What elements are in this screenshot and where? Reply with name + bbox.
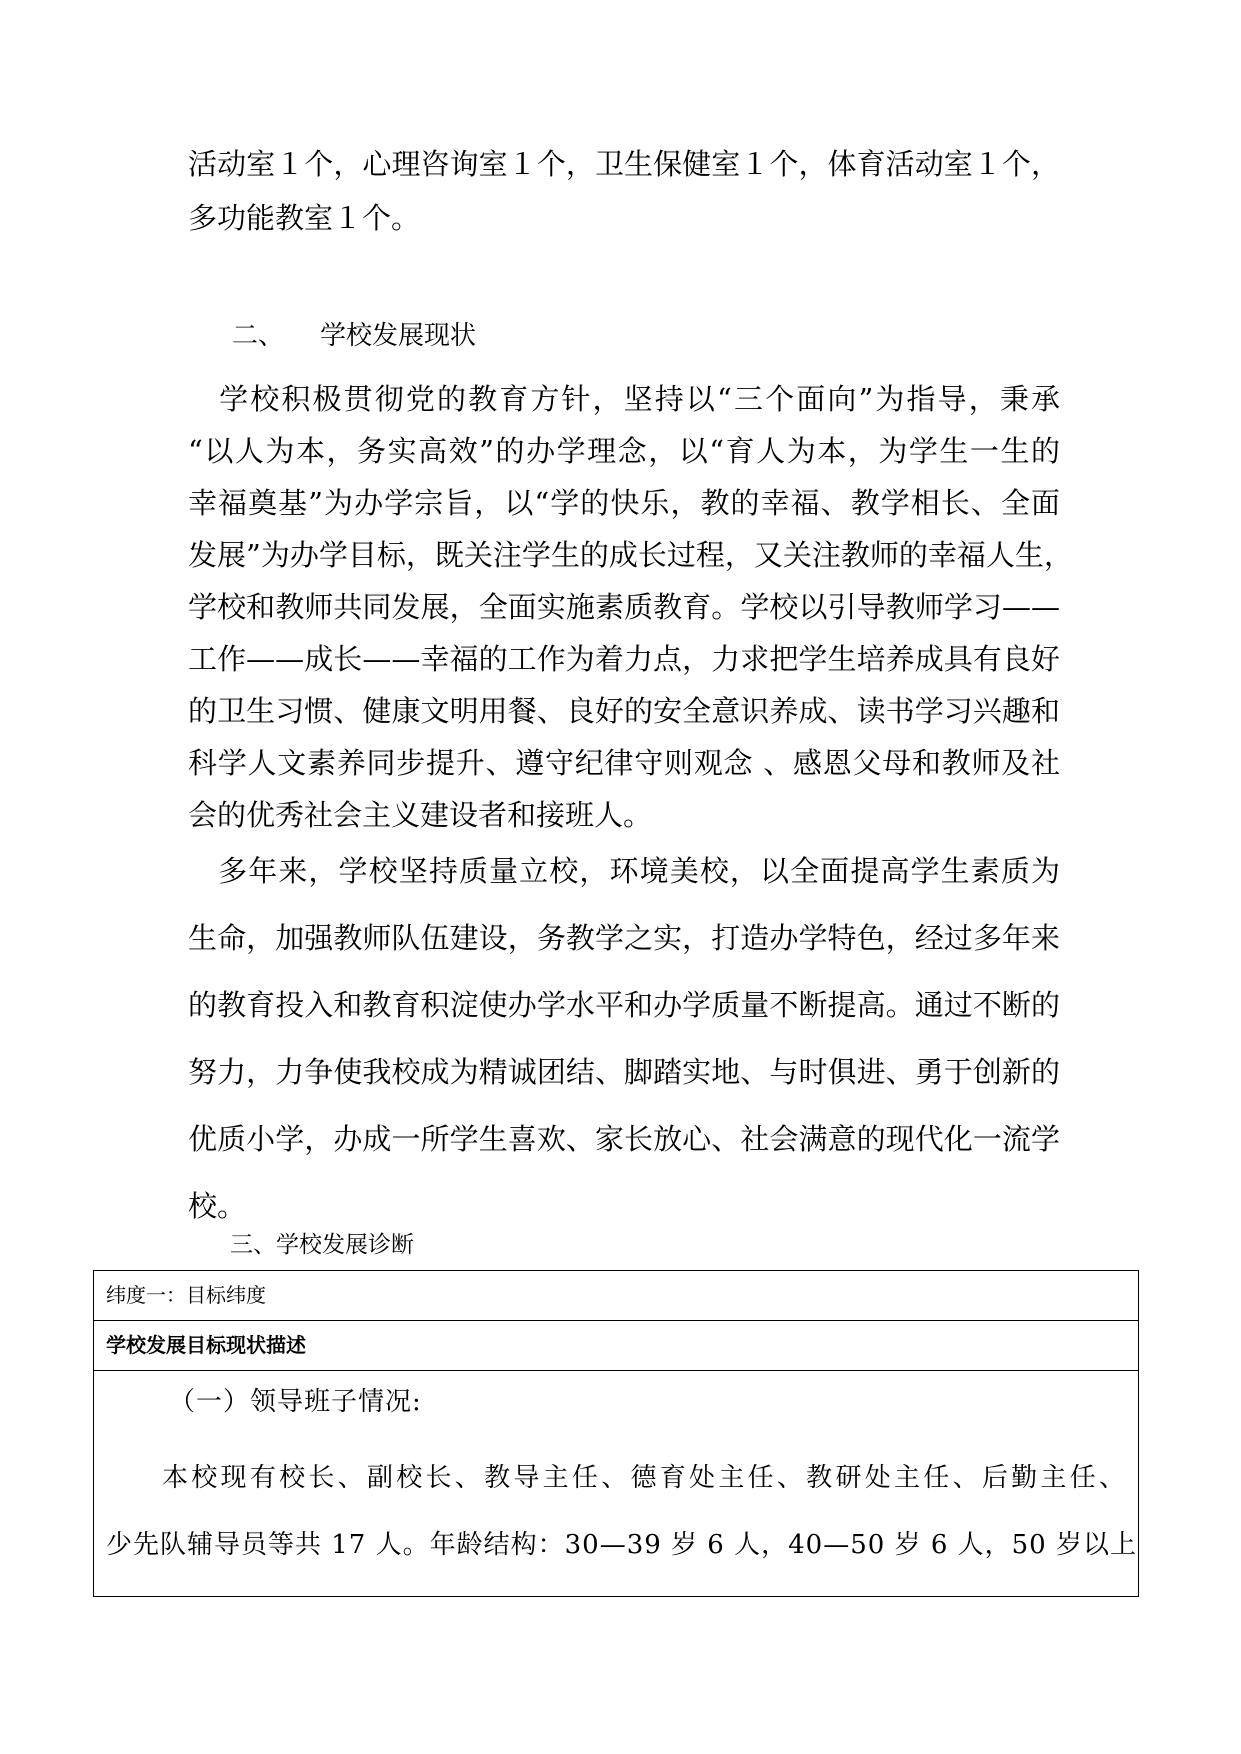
section-3-heading: 三、学校发展诊断 xyxy=(230,1232,414,1258)
description-label: 学校发展目标现状描述 xyxy=(106,1333,306,1357)
table-row xyxy=(94,1271,1138,1321)
intro-line-1: 活动室１个，心理咨询室１个，卫生保健室１个，体育活动室１个， xyxy=(188,147,1060,181)
paragraph-line: 学校积极贯彻党的教育方针，坚持以“三个面向”为指导，秉承 xyxy=(188,382,1060,416)
section-heading xyxy=(232,319,476,353)
paragraph-line: 生命，加强教师队伍建设，务教学之实，打造办学特色，经过多年来 xyxy=(188,921,1060,955)
paragraph-line: 工作——成长——幸福的工作为着力点，力求把学生培养成具有良好 xyxy=(188,642,1060,676)
paragraph-line: 优质小学，办成一所学生喜欢、家长放心、社会满意的现代化一流学 xyxy=(188,1122,1060,1156)
paragraph-line: 学校和教师共同发展，全面实施素质教育。学校以引导教师学习—— xyxy=(188,590,1060,624)
paragraph-line: “以人为本，务实高效”的办学理念，以“育人为本，为学生一生的 xyxy=(188,434,1060,468)
leadership-subheading: （一）领导班子情况: xyxy=(169,1387,422,1417)
paragraph-line: 会的优秀社会主义建设者和接班人。 xyxy=(188,798,653,832)
table-text-line: 本校现有校长、副校长、教导主任、德育处主任、教研处主任、后勤主任、 xyxy=(162,1463,1126,1493)
table-text-line: 少先队辅导员等共 17 人。年龄结构：30—39 岁 6 人，40—50 岁 6 人，50 岁以上 xyxy=(106,1530,1137,1560)
dimension-label: 纬度一：目标纬度 xyxy=(106,1283,266,1307)
paragraph-line: 科学人文素养同步提升、遵守纪律守则观念 、感恩父母和教师及社 xyxy=(188,746,1060,780)
diagnosis-table xyxy=(93,1270,1139,1597)
paragraph-line: 发展”为办学目标，既关注学生的成长过程，又关注教师的幸福人生， xyxy=(188,538,1073,572)
paragraph-line: 多年来，学校坚持质量立校，环境美校，以全面提高学生素质为 xyxy=(188,854,1060,888)
paragraph-line: 校。 xyxy=(188,1189,247,1223)
section-number: 二、 xyxy=(232,321,285,351)
paragraph-line: 努力，力争使我校成为精诚团结、脚踏实地、与时俱进、勇于创新的 xyxy=(188,1055,1060,1089)
table-row xyxy=(94,1321,1138,1371)
section-title: 学校发展现状 xyxy=(320,321,477,351)
paragraph-line: 幸福奠基”为办学宗旨，以“学的快乐，教的幸福、教学相长、全面 xyxy=(188,486,1060,520)
paragraph-line: 的教育投入和教育积淀使办学水平和办学质量不断提高。通过不断的 xyxy=(188,988,1060,1022)
paragraph-line: 的卫生习惯、健康文明用餐、良好的安全意识养成、读书学习兴趣和 xyxy=(188,694,1060,728)
intro-line-2: 多功能教室１个。 xyxy=(188,201,421,235)
